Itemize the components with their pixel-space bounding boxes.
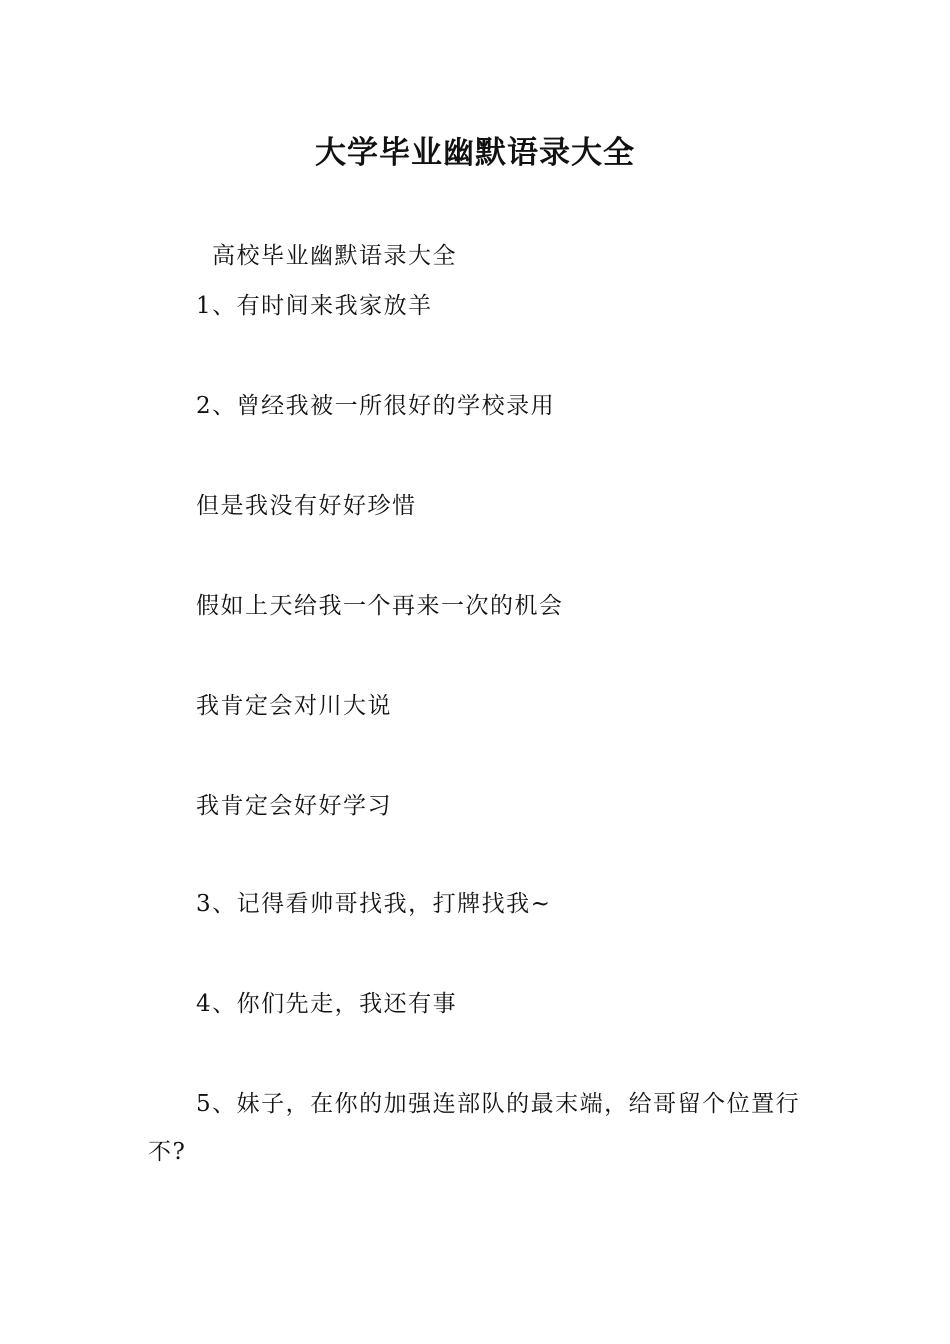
paragraph-subtitle: 高校毕业幽默语录大全: [212, 243, 457, 269]
paragraph-quote-3: 3、记得看帅哥找我，打牌找我~: [196, 891, 552, 917]
paragraph-quote-4: 4、你们先走，我还有事: [196, 991, 458, 1017]
paragraph-quote-5: 5、妹子，在你的加强连部队的最末端，给哥留个位置行不?: [148, 1091, 801, 1165]
paragraph-quote-2-line-3: 假如上天给我一个再来一次的机会: [196, 593, 564, 619]
paragraph-quote-2-line-2: 但是我没有好好珍惜: [196, 493, 417, 519]
paragraph-quote-1: 1、有时间来我家放羊: [196, 293, 433, 319]
paragraph-quote-2: 2、曾经我被一所很好的学校录用: [196, 393, 556, 419]
paragraph-quote-2-line-4: 我肯定会对川大说: [196, 693, 392, 719]
paragraph-quote-2-line-5: 我肯定会好好学习: [196, 793, 392, 819]
document-title: 大学毕业幽默语录大全: [315, 135, 635, 171]
